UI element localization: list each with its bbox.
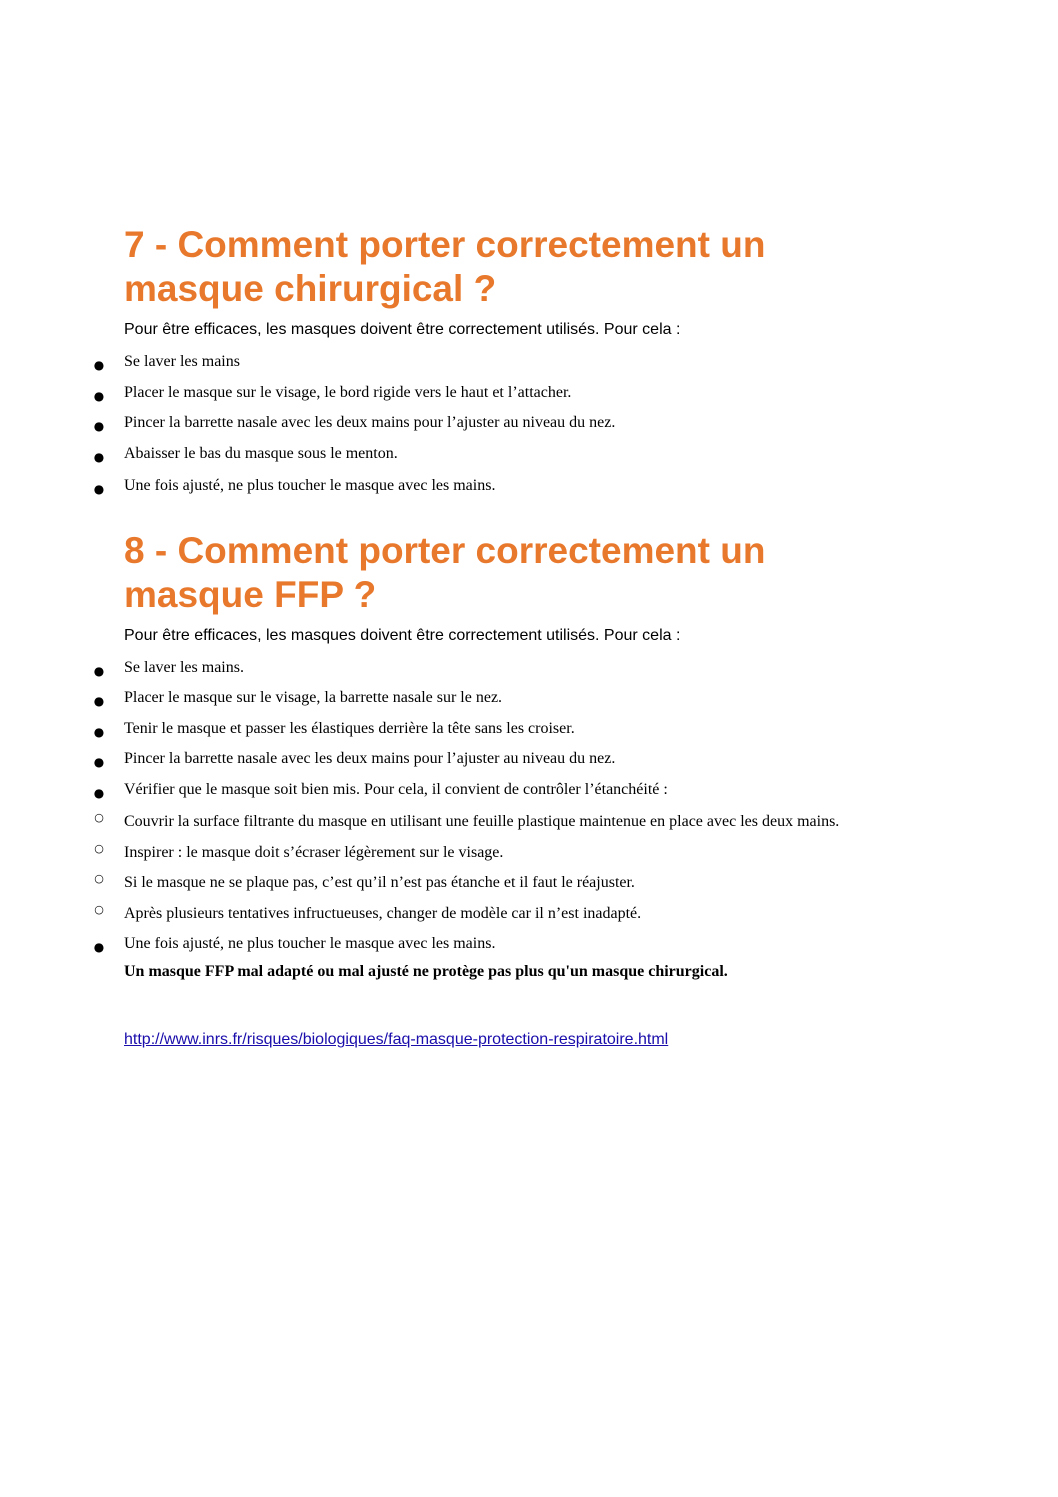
list-item [0,352,1058,382]
heading-line-1: 8 - Comment porter correctement un [124,530,766,571]
list-item [0,688,1058,718]
heading-line-2: masque chirurgical ? [124,268,497,309]
section-intro: Pour être efficaces, les masques doivent être correctement utilisés. Pour cela : [124,321,681,338]
list-item-text: Se laver les mains [124,353,240,370]
heading-line-2: masque FFP ? [124,574,377,615]
list-item [0,383,1058,413]
list-item-text: Couvrir la surface filtrante du masque en utilisant une feuille plastique maintenue en place avec les deux mains. [124,813,840,830]
source-link[interactable]: http://www.inrs.fr/risques/biologiques/faq-masque-protection-respiratoire.html [124,1031,669,1048]
list-item-text: Si le masque ne se plaque pas, c’est qu’il n’est pas étanche et il faut le réajuster. [124,874,635,891]
bullet-icon: ● [93,694,105,708]
list-item [0,780,1058,810]
list-item-text: Pincer la barrette nasale avec les deux mains pour l’ajuster au niveau du nez. [124,750,616,767]
bullet-icon: ● [93,786,105,800]
list-item [0,413,1058,443]
list-item [0,719,1058,749]
bullet-icon: ● [93,389,105,403]
bullet-icon: ● [93,755,105,769]
list-item [0,934,1058,964]
list-item [0,843,1058,873]
list-item-text: Une fois ajusté, ne plus toucher le masque avec les mains. [124,477,496,494]
bullet-icon: ● [93,358,105,372]
list-item [0,904,1058,934]
bullet-icon: ● [93,725,105,739]
heading-line-1: 7 - Comment porter correctement un [124,224,766,265]
circle-bullet-icon: ○ [94,842,104,855]
section-intro: Pour être efficaces, les masques doivent être correctement utilisés. Pour cela : [124,627,681,644]
list-item-text: Vérifier que le masque soit bien mis. Pour cela, il convient de contrôler l’étanchéité : [124,781,668,798]
list-item [0,749,1058,779]
list-item-text: Une fois ajusté, ne plus toucher le masque avec les mains. [124,935,496,952]
section-heading [124,223,924,311]
bullet-icon: ● [93,664,105,678]
bullet-icon: ● [93,450,105,464]
list-item [0,873,1058,903]
list-item [0,812,1058,842]
circle-bullet-icon: ○ [94,811,104,824]
list-item-text: Inspirer : le masque doit s’écraser légèrement sur le visage. [124,844,504,861]
list-item-text: Placer le masque sur le visage, la barrette nasale sur le nez. [124,689,503,706]
list-item-text: Tenir le masque et passer les élastiques derrière la tête sans les croiser. [124,720,575,737]
bullet-icon: ● [93,419,105,433]
list-item-text: Après plusieurs tentatives infructueuses, changer de modèle car il n’est inadapté. [124,905,642,922]
section-heading [124,529,924,617]
list-item-text: Pincer la barrette nasale avec les deux mains pour l’ajuster au niveau du nez. [124,414,616,431]
warning-note: Un masque FFP mal adapté ou mal ajusté ne protège pas plus qu'un masque chirurgical. [124,963,728,980]
list-item [0,476,1058,506]
circle-bullet-icon: ○ [94,903,104,916]
circle-bullet-icon: ○ [94,872,104,885]
list-item [0,444,1058,474]
bullet-icon: ● [93,482,105,496]
list-item-text: Se laver les mains. [124,659,244,676]
list-item-text: Placer le masque sur le visage, le bord rigide vers le haut et l’attacher. [124,384,572,401]
list-item [0,658,1058,688]
bullet-icon: ● [93,940,105,954]
list-item-text: Abaisser le bas du masque sous le menton. [124,445,398,462]
